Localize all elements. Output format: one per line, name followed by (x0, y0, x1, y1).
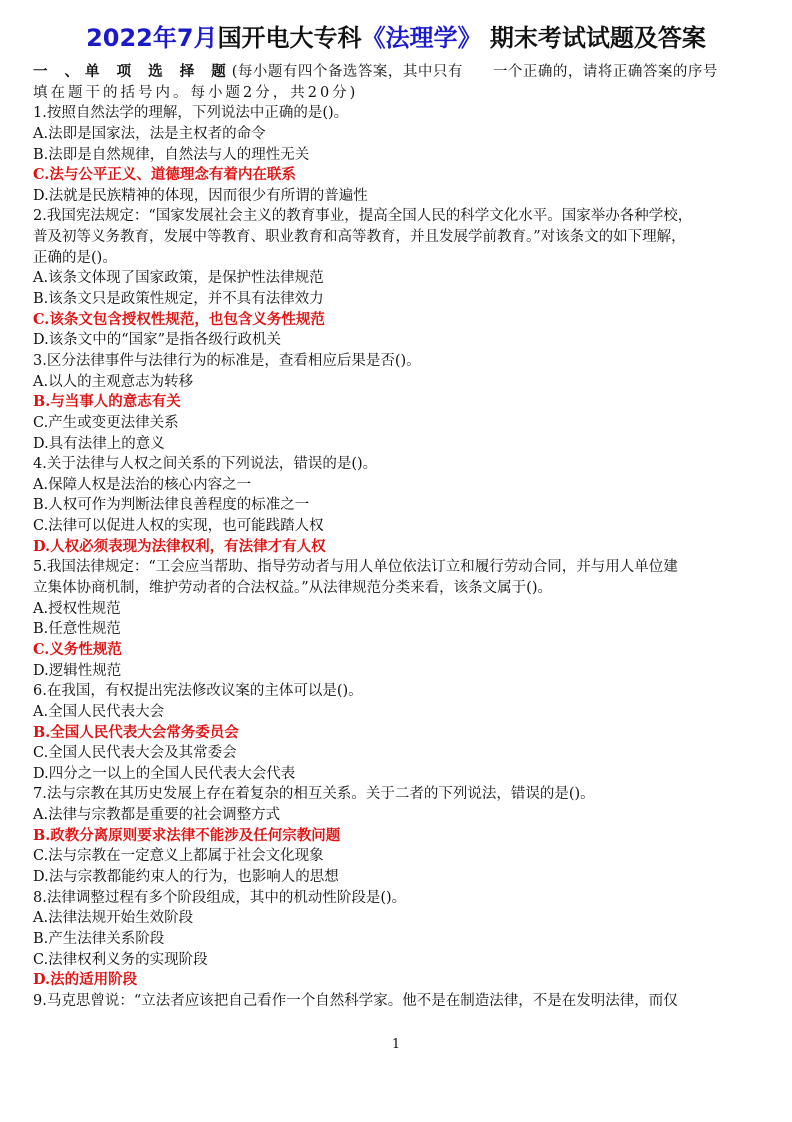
option: D.四分之一以上的全国人民代表大会代表 (33, 765, 296, 782)
option: A.该条文体现了国家政策，是保护性法律规范 (33, 270, 324, 287)
option: C.法律可以促进人权的实现，也可能践踏人权 (33, 518, 324, 535)
question-6 (33, 681, 778, 784)
document-title (0, 18, 792, 53)
option: A.法律与宗教都是重要的社会调整方式 (33, 807, 281, 824)
document-body (33, 62, 778, 1011)
correct-option: C.法与公平正义、道德理念有着内在联系 (33, 166, 296, 184)
option: D.逻辑性规范 (33, 662, 122, 679)
option: B.产生法律关系阶段 (33, 930, 165, 947)
option: B.该条文只是政策性规定，并不具有法律效力 (33, 291, 324, 308)
question-stem: 7.法与宗教在其历史发展上存在着复杂的相互关系。关于二者的下列说法，错误的是()。 (33, 786, 595, 803)
question-stem: 9.马克思曾说：“立法者应该把自己看作一个自然科学家。他不是在制造法律，不是在发明法律，而仅 (33, 992, 678, 1009)
section-instructions: (每小题有四个备选答案，其中只有 一个正确的，请将正确答案的序号 (231, 64, 718, 80)
question-stem: 4.关于法律与人权之间关系的下列说法，错误的是()。 (33, 456, 378, 473)
correct-option: D.法的适用阶段 (33, 971, 138, 989)
option: D.法与宗教都能约束人的行为，也影响人的思想 (33, 868, 339, 885)
question-stem: 3.区分法律事件与法律行为的标准是，查看相应后果是否()。 (33, 352, 421, 369)
question-2 (33, 206, 778, 350)
question-5 (33, 557, 778, 681)
option: A.法律法规开始生效阶段 (33, 910, 194, 927)
correct-option: D.人权必须表现为法律权利，有法律才有人权 (33, 537, 326, 555)
title-course: 《法理学》 (361, 24, 482, 52)
correct-option: B.全国人民代表大会常务委员会 (33, 723, 239, 741)
option: A.全国人民代表大会 (33, 703, 165, 720)
question-stem: 5.我国法律规定：“工会应当帮助、指导劳动者与用人单位依法订立和履行劳动合同，并与用人单位建 (33, 559, 678, 576)
question-1 (33, 103, 778, 206)
option: C.产生或变更法律关系 (33, 414, 179, 431)
title-date: 2022年7月 (86, 24, 218, 52)
correct-option: B.政教分离原则要求法律不能涉及任何宗教问题 (33, 826, 341, 844)
option: A.保障人权是法治的核心内容之一 (33, 476, 252, 493)
correct-option: B.与当事人的意志有关 (33, 393, 181, 411)
question-stem: 2.我国宪法规定：“国家发展社会主义的教育事业，提高全国人民的科学文化水平。国家举办各种学校， (33, 208, 693, 225)
option: B.人权可作为判断法律良善程度的标准之一 (33, 497, 310, 514)
section-instructions-cont: 填在题干的括号内。每小题2分，共20分) (33, 84, 359, 101)
question-stem: 正确的是()。 (33, 249, 117, 266)
option: C.法律权利义务的实现阶段 (33, 951, 208, 968)
option: A.以人的主观意志为转移 (33, 373, 194, 390)
question-8 (33, 888, 778, 991)
option: D.具有法律上的意义 (33, 435, 165, 452)
option: B.法即是自然规律，自然法与人的理性无关 (33, 146, 310, 163)
option: D.法就是民族精神的体现，因而很少有所谓的普遍性 (33, 187, 368, 204)
option: C.法与宗教在一定意义上都属于社会文化现象 (33, 848, 324, 865)
page-number: 1 (391, 1037, 401, 1052)
question-list (33, 103, 778, 1011)
correct-option: C.义务性规范 (33, 640, 122, 658)
question-stem: 立集体协商机制，维护劳动者的合法权益。”从法律规范分类来看，该条文属于()。 (33, 580, 552, 597)
question-stem: 6.在我国，有权提出宪法修改议案的主体可以是()。 (33, 683, 363, 700)
question-9 (33, 991, 778, 1012)
question-7 (33, 784, 778, 887)
option: D.该条文中的“国家”是指各级行政机关 (33, 332, 282, 349)
question-3 (33, 351, 778, 454)
title-suffix: 期末考试试题及答案 (481, 24, 706, 52)
option: B.任意性规范 (33, 621, 121, 638)
correct-option: C.该条文包含授权性规范，也包含义务性规范 (33, 310, 325, 328)
question-stem: 1.按照自然法学的理解，下列说法中正确的是()。 (33, 105, 349, 122)
option: A.法即是国家法，法是主权者的命令 (33, 125, 266, 142)
question-stem: 8.法律调整过程有多个阶段组成，其中的机动性阶段是()。 (33, 889, 407, 906)
option: A.授权性规范 (33, 600, 121, 617)
section-heading: 一 、单 项 选 择 题 (33, 63, 232, 80)
question-4 (33, 454, 778, 557)
title-school: 国开电大专科 (217, 24, 362, 52)
option: C.全国人民代表大会及其常委会 (33, 745, 237, 762)
section-header (33, 62, 778, 83)
question-stem: 普及初等义务教育，发展中等教育、职业教育和高等教育，并且发展学前教育。”对该条文的如下理解， (33, 229, 686, 246)
